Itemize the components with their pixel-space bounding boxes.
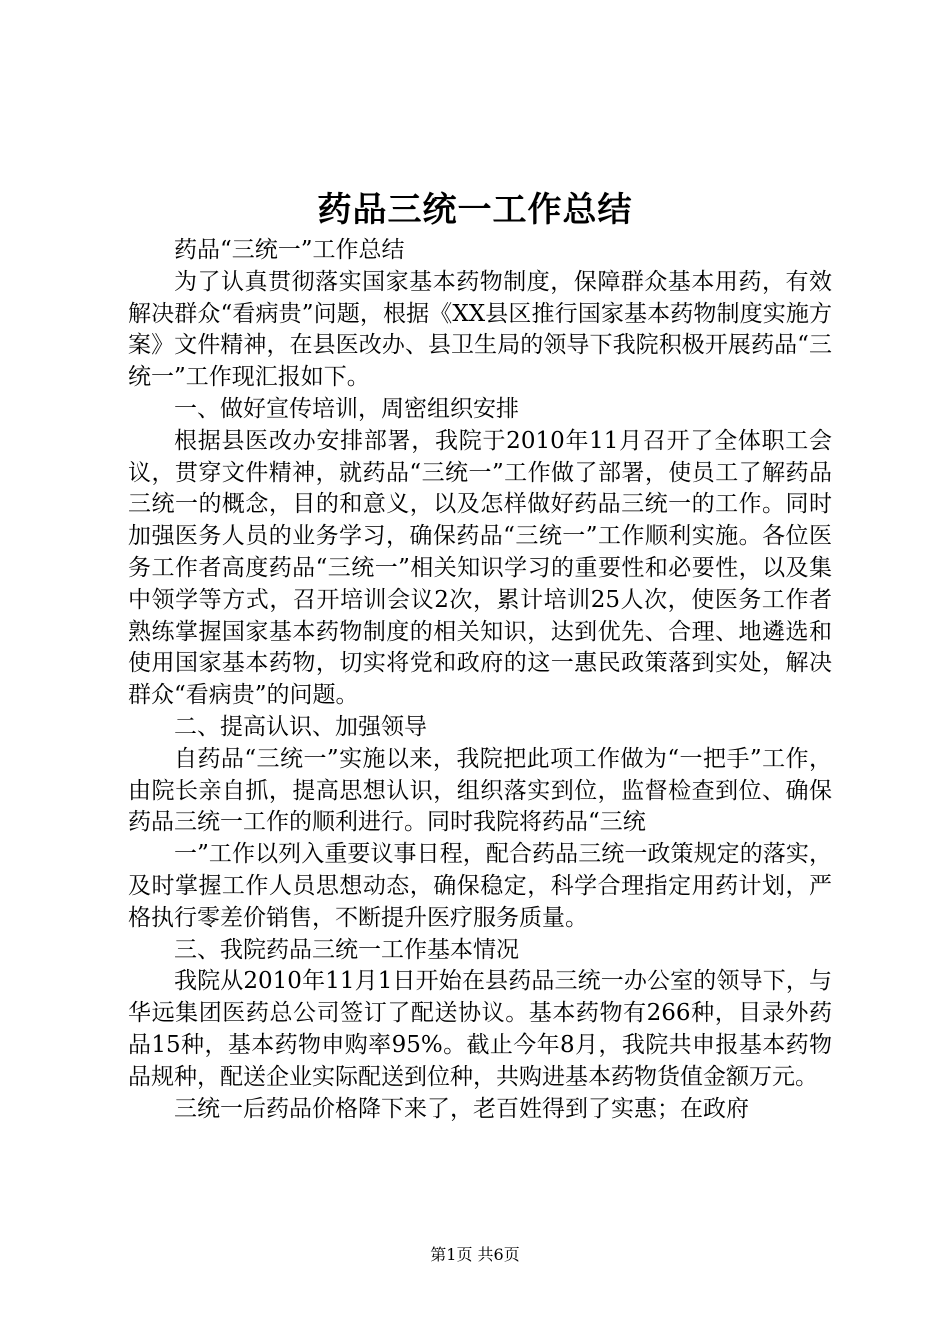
document-body xyxy=(128,235,832,1125)
section-2-paragraph: 自药品“三统一”实施以来，我院把此项工作做为“一把手”工作，由院长亲自抓，提高思想认识，组织落实到位，监督检查到位、确保药品三统一工作的顺利进行。同时我院将药品“三统 xyxy=(128,745,832,836)
document-title: 药品三统一工作总结 xyxy=(317,190,633,230)
page-number-footer: 第1页 共6页 xyxy=(430,1245,520,1264)
subtitle-paragraph: 药品“三统一”工作总结 xyxy=(174,237,405,263)
section-heading-3: 三、我院药品三统一工作基本情况 xyxy=(174,936,519,963)
section-2-continued-paragraph: 一”工作以列入重要议事日程，配合药品三统一政策规定的落实，及时掌握工作人员思想动态，确保稳定，科学合理指定用药计划，严格执行零差价销售，不断提升医疗服务质量。 xyxy=(128,841,832,931)
section-3-paragraph: 我院从2010年11月1日开始在县药品三统一办公室的领导下，与华远集团医药总公司签订了配送协议。基本药物有266种，目录外药品15种，基本药物申购率95%。截止今年8月，我院共申报基本药物品规种，配送企业实际配送到位种，共购进基本药物货值金额万元。 xyxy=(128,968,832,1090)
section-1-paragraph: 根据县医改办安排部署，我院于2010年11月召开了全体职工会议，贯穿文件精神，就药品“三统一”工作做了部署，使员工了解药品三统一的概念，目的和意义，以及怎样做好药品三统一的工作。同时加强医务人员的业务学习，确保药品“三统一”工作顺利实施。各位医务工作者高度药品“三统一”相关知识学习的重要性和必要性，以及集中领学等方式，召开培训会议2次，累计培训25人次，使医务工作者熟练掌握国家基本药物制度的相关知识，达到优先、合理、地遴选和使用国家基本药物，切实将党和政府的这一惠民政策落到实处，解决群众“看病贵”的问题。 xyxy=(128,427,832,709)
section-heading-1: 一、做好宣传培训，周密组织安排 xyxy=(174,395,519,422)
section-heading-2: 二、提高认识、加强领导 xyxy=(174,713,427,740)
section-3-continued-paragraph: 三统一后药品价格降下来了，老百姓得到了实惠；在政府 xyxy=(174,1095,749,1122)
intro-paragraph: 为了认真贯彻落实国家基本药物制度，保障群众基本用药，有效解决群众“看病贵”问题，根据《XX县区推行国家基本药物制度实施方案》文件精神，在县医改办、县卫生局的领导下我院积极开展药品“三统一”工作现汇报如下。 xyxy=(128,268,832,391)
